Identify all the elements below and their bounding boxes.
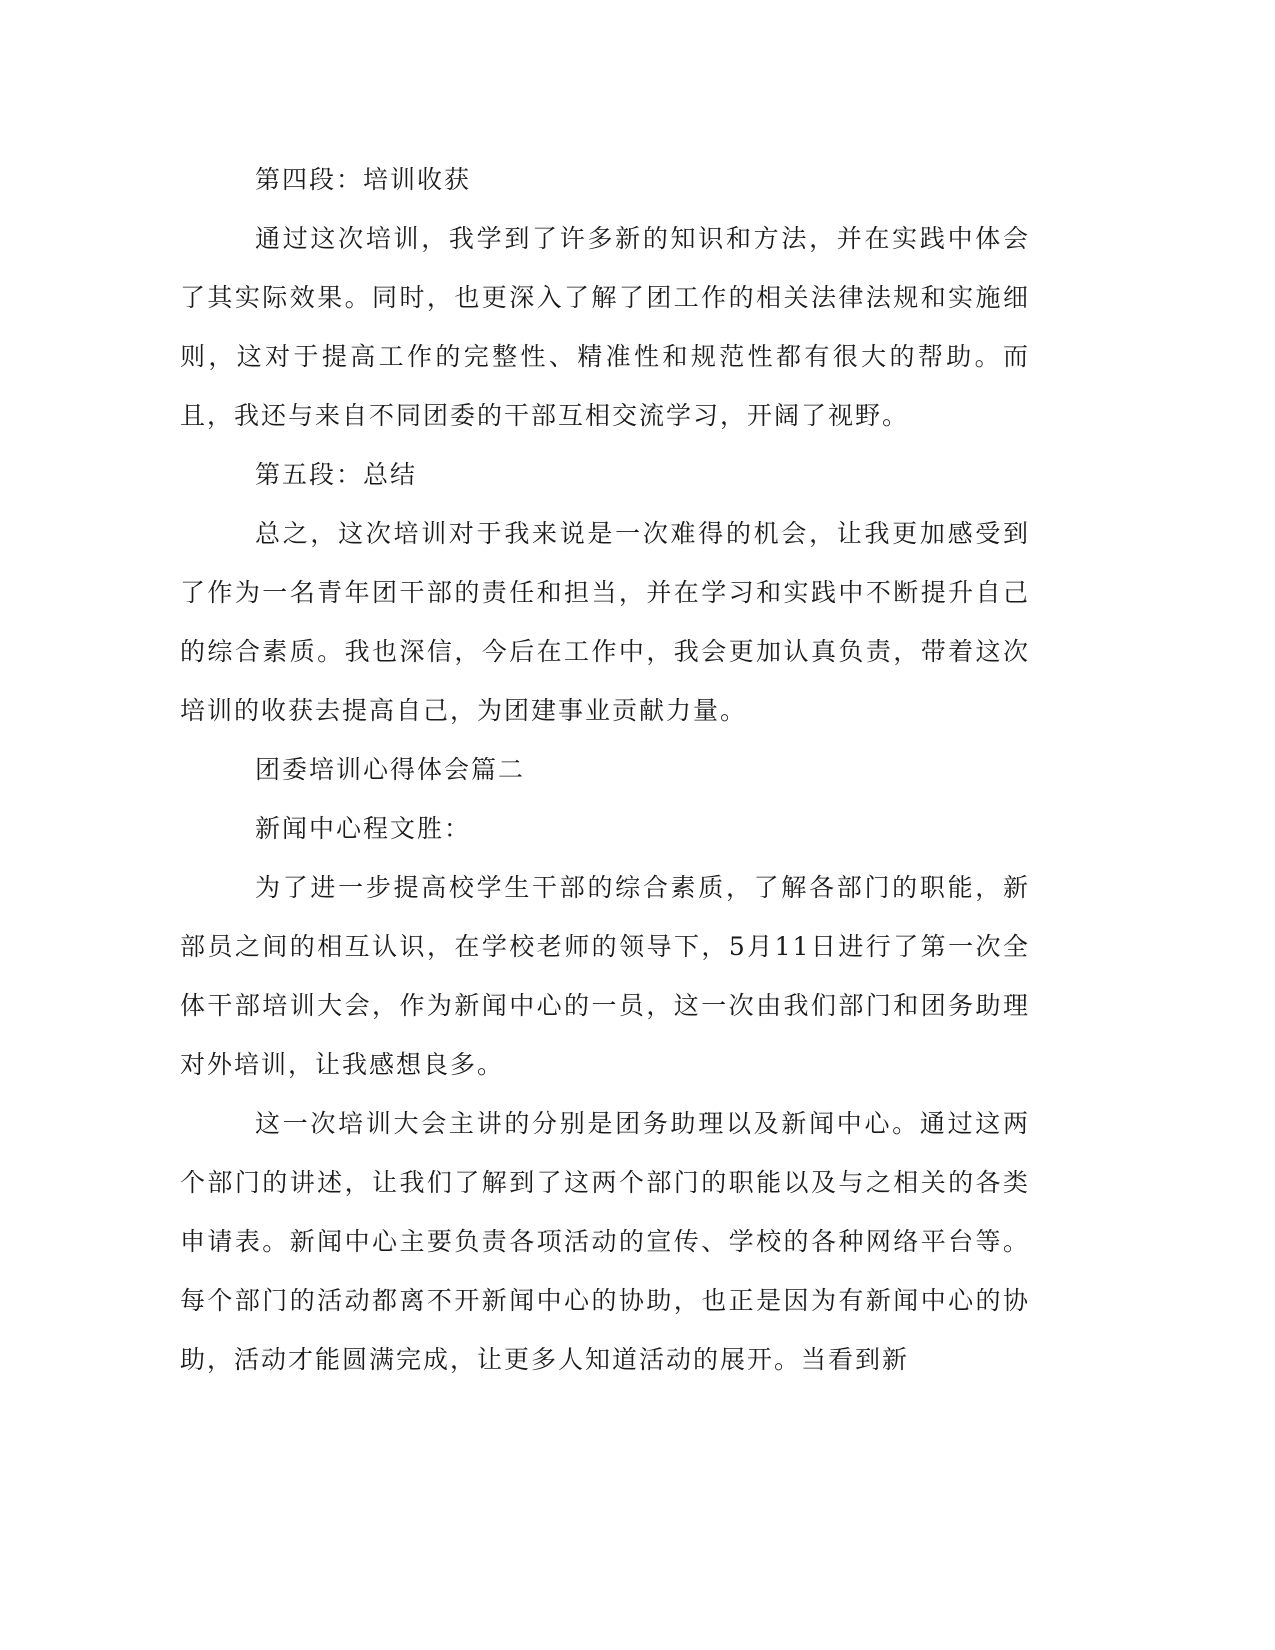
section-heading-4: 第四段：培训收获 [255, 165, 472, 194]
paragraph-training-gains: 通过这次培训，我学到了许多新的知识和方法，并在实践中体会了其实际效果。同时，也更深入了解了团工作的相关法律法规和实施细则，这对于提高工作的完整性、精准性和规范性都有很大的帮助。而且，我还与来自不同团委的干部互相交流学习，开阔了视野。 [180, 224, 1030, 430]
paragraph-summary: 总之，这次培训对于我来说是一次难得的机会，让我更加感受到了作为一名青年团干部的责任和担当，并在学习和实践中不断提升自己的综合素质。我也深信，今后在工作中，我会更加认真负责，带着这次培训的收获去提高自己，为团建事业贡献力量。 [180, 519, 1030, 725]
document-page [180, 150, 1030, 1470]
author-line: 新闻中心程文胜： [255, 814, 472, 843]
section-heading-5: 第五段：总结 [255, 460, 418, 489]
paragraph-news-center: 这一次培训大会主讲的分别是团务助理以及新闻中心。通过这两个部门的讲述，让我们了解到了这两个部门的职能以及与之相关的各类申请表。新闻中心主要负责各项活动的宣传、学校的各种网络平台等。每个部门的活动都离不开新闻中心的协助，也正是因为有新闻中心的协助，活动才能圆满完成，让更多人知道活动的展开。当看到新 [180, 1109, 1030, 1374]
paragraph-intro: 为了进一步提高校学生干部的综合素质，了解各部门的职能，新部员之间的相互认识，在学校老师的领导下，5月11日进行了第一次全体干部培训大会，作为新闻中心的一员，这一次由我们部门和团务助理对外培训，让我感想良多。 [180, 873, 1030, 1079]
article-title-part-two: 团委培训心得体会篇二 [255, 755, 526, 784]
